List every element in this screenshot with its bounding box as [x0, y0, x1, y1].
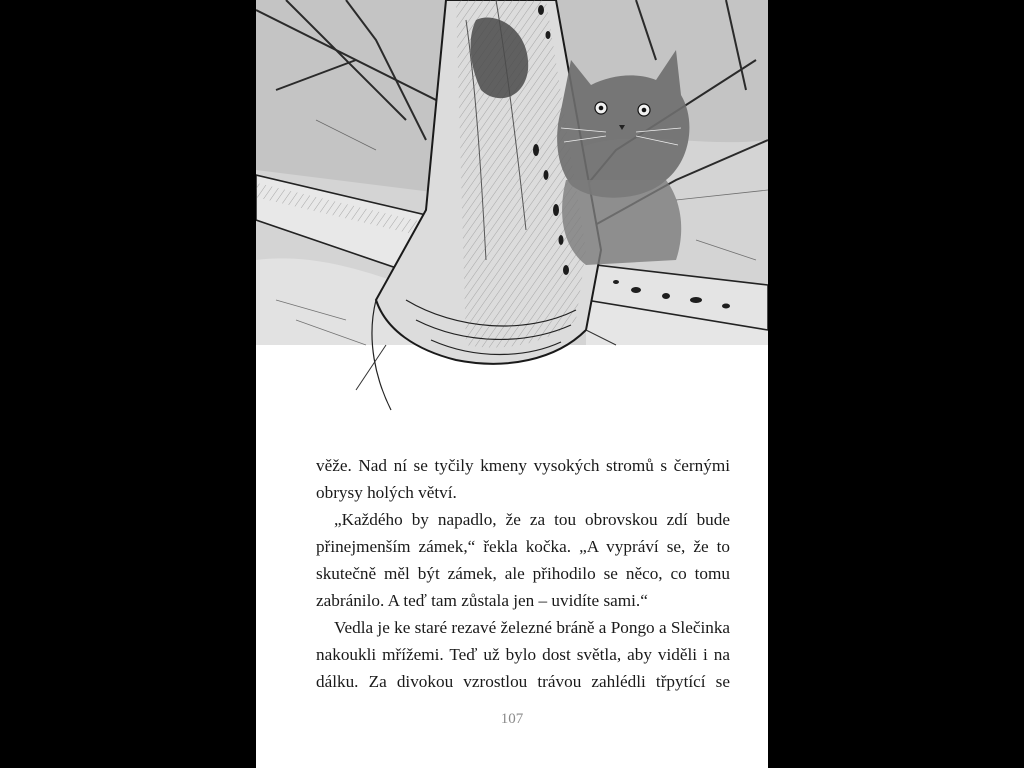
page-number: 107	[500, 711, 524, 727]
paragraph-3	[316, 614, 730, 695]
text-line: obrysy holých větví.	[316, 483, 457, 502]
cat-in-birch-tree-illustration	[256, 0, 768, 415]
text-line: zabránilo. A teď tam zůstala jen – uvidíte sami.“	[316, 591, 648, 610]
text-line: nakoukli mřížemi. Teď už bylo dost světla, aby viděli i na	[316, 645, 730, 664]
text-line: „Každého by napadlo, že za tou obrovskou zdí bude	[334, 510, 730, 529]
text-line: dálku. Za divokou vzrostlou trávou zahlédli třpytící se	[316, 672, 730, 691]
paragraph-1	[316, 452, 730, 506]
cat-icon	[557, 50, 689, 265]
paragraph-2	[316, 506, 730, 614]
book-page	[256, 0, 768, 768]
text-line: skutečně měl být zámek, ale přihodilo se něco, co tomu	[316, 564, 730, 583]
body-text	[316, 452, 730, 695]
text-line: věže. Nad ní se tyčily kmeny vysokých stromů s černými	[316, 456, 730, 475]
text-line: Vedla je ke staré rezavé železné bráně a Pongo a Slečinka	[334, 618, 730, 637]
text-line: přinejmenším zámek,“ řekla kočka. „A vypráví se, že to	[316, 537, 730, 556]
